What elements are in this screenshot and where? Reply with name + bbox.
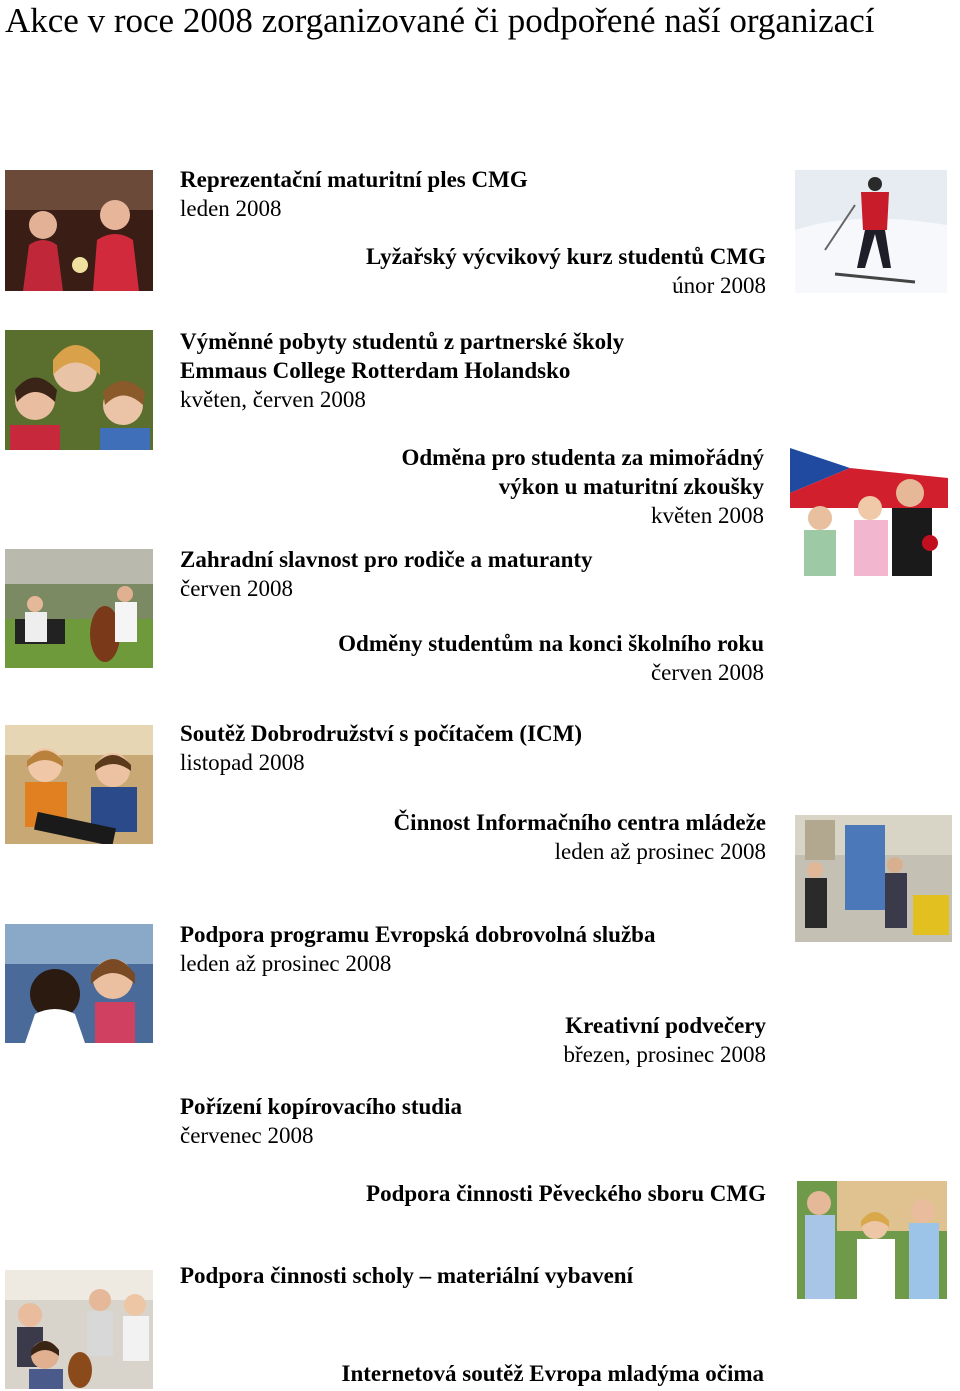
event-heading: Podpora činnosti scholy – materiální vybavení bbox=[180, 1263, 633, 1288]
event-pevecky-sbor bbox=[366, 1179, 766, 1208]
photo-pevecky-sbor bbox=[797, 1181, 947, 1299]
event-soutez-icm bbox=[180, 719, 582, 777]
photo-schola bbox=[5, 1270, 153, 1389]
event-heading-line-1: Výměnné pobyty studentů z partnerské školy bbox=[180, 329, 625, 354]
event-date: květen 2008 bbox=[650, 503, 764, 528]
event-date: květen, červen 2008 bbox=[180, 387, 366, 412]
event-heading: Pořízení kopírovacího studia bbox=[180, 1094, 462, 1119]
photo-lyzovani bbox=[795, 170, 947, 293]
event-date: únor 2008 bbox=[672, 273, 766, 298]
event-heading-line-1: Odměna pro studenta za mimořádný bbox=[401, 445, 764, 470]
event-heading: Lyžařský výcvikový kurz studentů CMG bbox=[366, 244, 766, 269]
photo-dobrovolna-sluzba bbox=[5, 924, 153, 1043]
event-kreativni-podvecery bbox=[564, 1011, 766, 1069]
event-vymenne-pobyty bbox=[180, 327, 624, 414]
event-date: leden až prosinec 2008 bbox=[554, 839, 766, 864]
photo-zahradni-slavnost bbox=[5, 549, 153, 668]
photo-soutez-pocitac bbox=[5, 725, 153, 844]
event-kopirovaci-studio bbox=[180, 1092, 462, 1150]
event-odmena-maturita bbox=[402, 443, 765, 530]
event-heading-line-2: výkon u maturitní zkoušky bbox=[498, 474, 764, 499]
event-heading: Podpora programu Evropská dobrovolná služba bbox=[180, 922, 656, 947]
event-heading: Reprezentační maturitní ples CMG bbox=[180, 167, 528, 192]
event-date: březen, prosinec 2008 bbox=[563, 1042, 766, 1067]
event-odmeny-konec-roku bbox=[338, 629, 764, 687]
event-heading: Internetová soutěž Evropa mladýma očima bbox=[341, 1361, 764, 1386]
photo-informacni-centrum bbox=[795, 815, 952, 942]
photo-odmena bbox=[790, 448, 948, 576]
event-heading: Kreativní podvečery bbox=[565, 1013, 766, 1038]
event-icm-cinnost bbox=[394, 808, 766, 866]
photo-ples bbox=[5, 170, 153, 291]
event-heading: Podpora činnosti Pěveckého sboru CMG bbox=[366, 1181, 766, 1206]
event-date: červen 2008 bbox=[650, 660, 764, 685]
event-ples bbox=[180, 165, 528, 223]
event-date: leden až prosinec 2008 bbox=[180, 951, 392, 976]
event-date: červen 2008 bbox=[180, 576, 294, 601]
event-schola bbox=[180, 1261, 633, 1290]
event-date: červenec 2008 bbox=[180, 1123, 314, 1148]
event-lyzarsky-kurz bbox=[366, 242, 766, 300]
event-heading: Odměny studentům na konci školního roku bbox=[338, 631, 764, 656]
event-heading: Zahradní slavnost pro rodiče a maturanty bbox=[180, 547, 593, 572]
event-evropa-mladyma-ocima bbox=[342, 1359, 764, 1388]
event-zahradni-slavnost bbox=[180, 545, 593, 603]
event-heading: Činnost Informačního centra mládeže bbox=[393, 810, 766, 835]
event-date: listopad 2008 bbox=[180, 750, 305, 775]
page-title: Akce v roce 2008 zorganizované či podpořené naší organizací bbox=[5, 1, 875, 40]
event-heading-line-2: Emmaus College Rotterdam Holandsko bbox=[180, 358, 571, 383]
photo-vymenne-pobyty bbox=[5, 330, 153, 450]
event-heading: Soutěž Dobrodružství s počítačem (ICM) bbox=[180, 721, 583, 746]
event-date: leden 2008 bbox=[180, 196, 282, 221]
event-evropska-dobrovolna-sluzba bbox=[180, 920, 655, 978]
